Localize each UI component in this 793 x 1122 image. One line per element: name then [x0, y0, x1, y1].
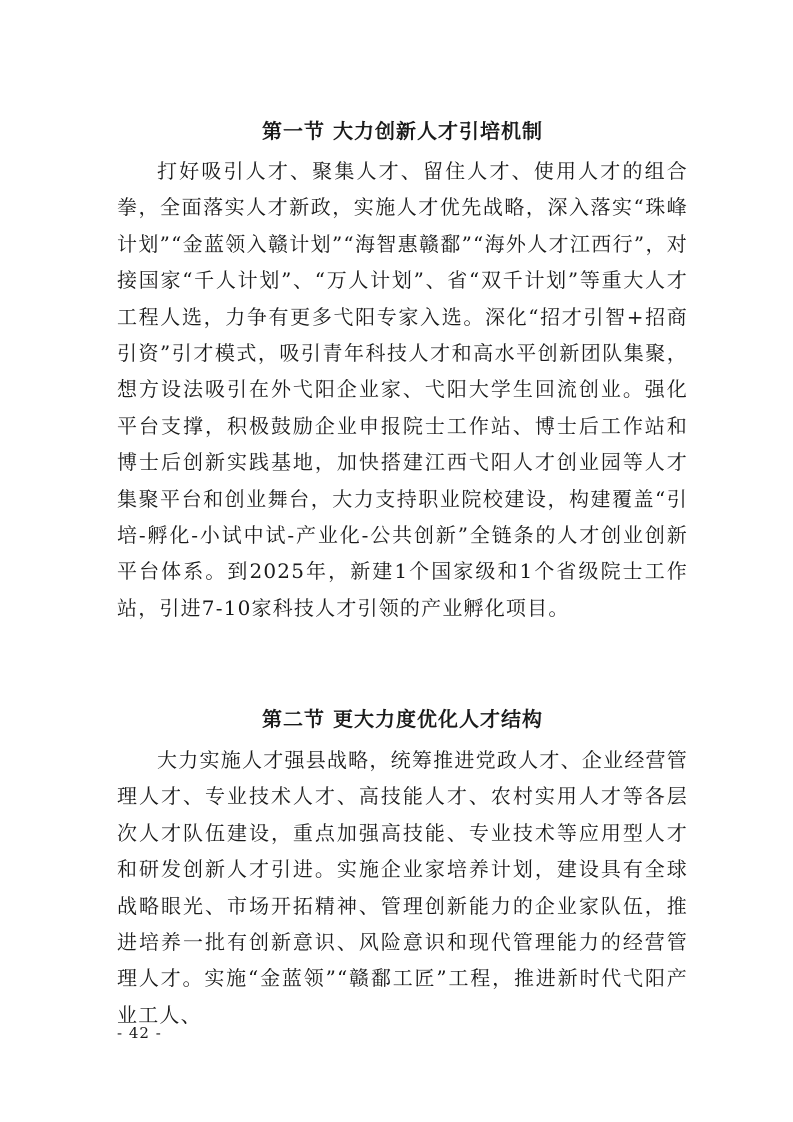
- page-number: - 42 -: [117, 1024, 162, 1042]
- section-2-title: 第二节 更大力度优化人才结构: [262, 707, 543, 731]
- section-1-paragraph: 打好吸引人才、聚集人才、留住人才、使用人才的组合拳，全面落实人才新政，实施人才优先战略，深入落实“珠峰计划”“金蓝领入赣计划”“海智惠赣鄱”“海外人才江西行”，对接国家“千人计划”、“万人计划”、省“双千计划”等重大人才工程人选，力争有更多弋阳专家入选。深化“招才引智+招商引资”引才模式，吸引青年科技人才和高水平创新团队集聚，想方设法吸引在外弋阳企业家、弋阳大学生回流创业。强化平台支撑，积极鼓励企业申报院士工作站、博士后工作站和博士后创新实践基地，加快搭建江西弋阳人才创业园等人才集聚平台和创业舞台，大力支持职业院校建设，构建覆盖“引培-孵化-小试中试-产业化-公共创新”全链条的人才创业创新平台体系。到2025年，新建1个国家级和1个省级院士工作站，引进7-10家科技人才引领的产业孵化项目。: [117, 159, 688, 620]
- section-2-paragraph: 大力实施人才强县战略，统筹推进党政人才、企业经营管理人才、专业技术人才、高技能人才、农村实用人才等各层次人才队伍建设，重点加强高技能、专业技术等应用型人才和研发创新人才引进。实施企业家培养计划，建设具有全球战略眼光、市场开拓精神、管理创新能力的企业家队伍，推进培养一批有创新意识、风险意识和现代管理能力的经营管理人才。实施“金蓝领”“赣鄱工匠”工程，推进新时代弋阳产业工人、: [117, 748, 688, 1027]
- section-1-title: 第一节 大力创新人才引培机制: [262, 119, 543, 143]
